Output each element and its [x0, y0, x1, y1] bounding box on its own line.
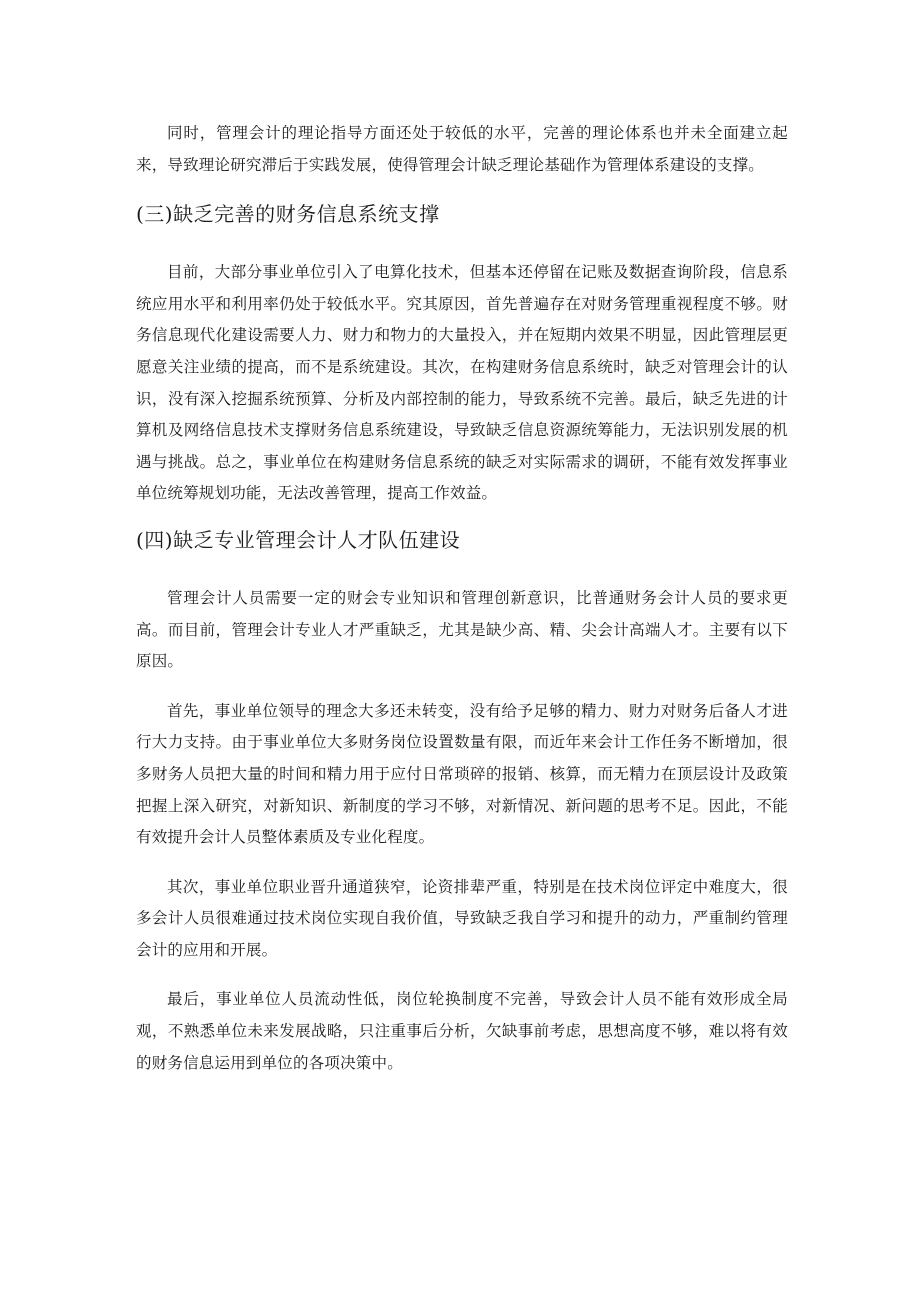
section-heading-3: (三)缺乏完善的财务信息系统支撑 — [136, 202, 440, 227]
section-heading-4: (四)缺乏专业管理会计人才队伍建设 — [136, 527, 461, 552]
paragraph-talent-intro: 管理会计人员需要一定的财会专业知识和管理创新意识，比普通财务会计人员的要求更高。而目前，管理会计专业人才严重缺乏，尤其是缺少高、精、尖会计高端人才。主要有以下原因。 — [136, 588, 788, 671]
paragraph-last-reason: 最后，事业单位人员流动性低，岗位轮换制度不完善，导致会计人员不能有效形成全局观，不熟悉单位未来发展战略，只注重事后分析，欠缺事前考虑，思想高度不够，难以将有效的财务信息运用到单位的各项决策中。 — [136, 990, 788, 1072]
paragraph-first-reason: 首先，事业单位领导的理念大多还未转变，没有给予足够的精力、财力对财务后备人才进行大力支持。由于事业单位大多财务岗位设置数量有限，而近年来会计工作任务不断增加，很多财务人员把大量的时间和精力用于应付日常琐碎的报销、核算，而无精力在顶层设计及政策把握上深入研究，对新知识、新制度的学习不够，对新情况、新问题的思考不足。因此，不能有效提升会计人员整体素质及专业化程度。 — [136, 701, 788, 847]
document-page — [136, 118, 788, 1079]
paragraph-theory: 同时，管理会计的理论指导方面还处于较低的水平，完善的理论体系也并未全面建立起来，导致理论研究滞后于实践发展，使得管理会计缺乏理论基础作为管理体系建设的支撑。 — [136, 124, 788, 174]
paragraph-info-system: 目前，大部分事业单位引入了电算化技术，但基本还停留在记账及数据查询阶段，信息系统应用水平和利用率仍处于较低水平。究其原因，首先普遍存在对财务管理重视程度不够。财务信息现代化建设需要人力、财力和物力的大量投入，并在短期内效果不明显，因此管理层更愿意关注业绩的提高，而不是系统建设。其次，在构建财务信息系统时，缺乏对管理会计的认识，没有深入挖掘系统预算、分析及内部控制的能力，导致系统不完善。最后，缺乏先进的计算机及网络信息技术支撑财务信息系统建设，导致缺乏信息资源统筹能力，无法识别发展的机遇与挑战。总之，事业单位在构建财务信息系统的缺乏对实际需求的调研，不能有效发挥事业单位统筹规划功能，无法改善管理，提高工作效益。 — [136, 263, 788, 503]
paragraph-second-reason: 其次，事业单位职业晋升通道狭窄，论资排辈严重，特别是在技术岗位评定中难度大，很多会计人员很难通过技术岗位实现自我价值，导致缺乏我自学习和提升的动力，严重制约管理会计的应用和开展。 — [136, 877, 788, 959]
